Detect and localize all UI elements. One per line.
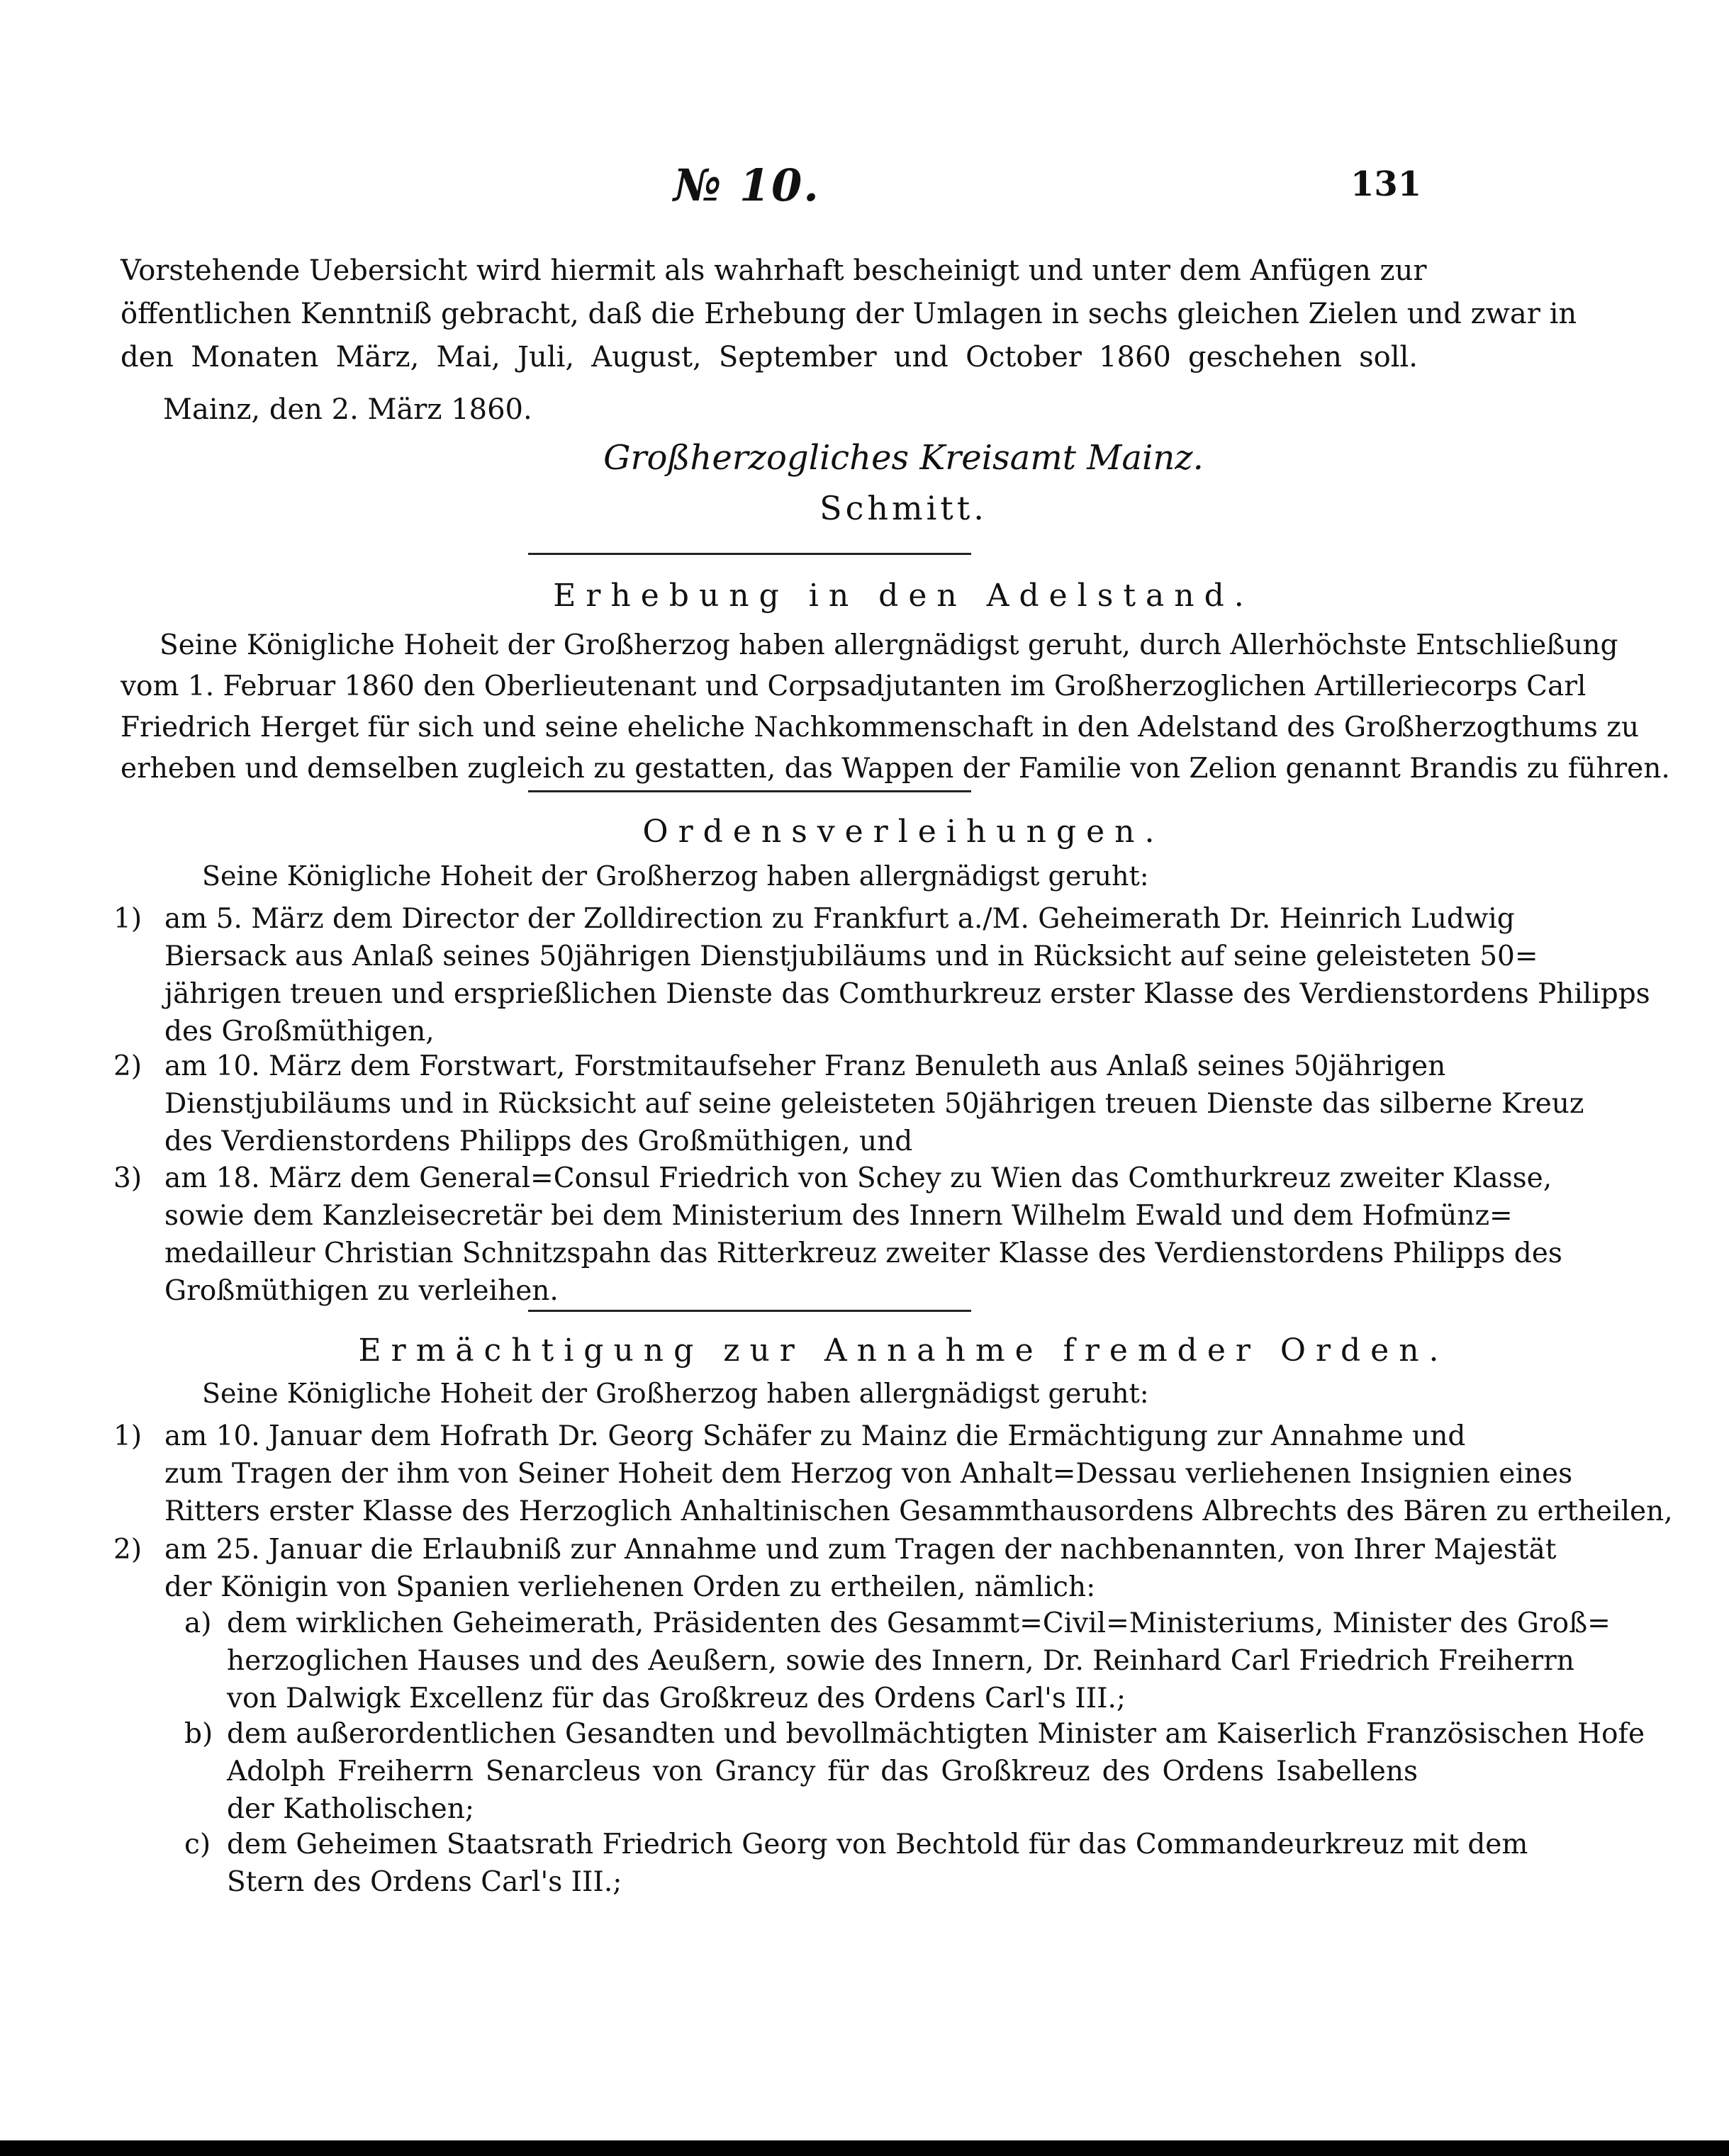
item-line: dem Geheimen Staatsrath Friedrich Georg von Bechtold für das Commandeurkreuz mit dem: [227, 1829, 1528, 1860]
item-line: medailleur Christian Schnitzspahn das Ritterkreuz zweiter Klasse des Verdienstordens Philipps des: [164, 1237, 1562, 1269]
item-line: dem außerordentlichen Gesandten und bevollmächtigten Minister am Kaiserlich Französischen Hofe: [227, 1718, 1645, 1750]
item-line: am 18. März dem General=Consul Friedrich von Schey zu Wien das Comthurkreuz zweiter Klasse,: [164, 1162, 1552, 1194]
subitem-letter: b): [184, 1718, 213, 1750]
section-divider: [528, 1310, 971, 1312]
paragraph-line: öffentlichen Kenntniß gebracht, daß die Erhebung der Umlagen in sechs gleichen Zielen und zwar in: [121, 298, 1577, 330]
place-date: Mainz, den 2. März 1860.: [163, 393, 532, 426]
item-line: jährigen treuen und ersprießlichen Dienste das Comthurkreuz erster Klasse des Verdienstordens Philipps: [164, 978, 1650, 1010]
list-item: [113, 1417, 1673, 1530]
subitem-letter: c): [184, 1829, 211, 1860]
item-line: Stern des Ordens Carl's III.;: [227, 1866, 622, 1898]
item-line: dem wirklichen Geheimerath, Präsidenten des Gesammt=Civil=Ministeriums, Minister des Groß=: [227, 1607, 1611, 1639]
item-number: 2): [113, 1534, 142, 1566]
sub-list-item: [184, 1605, 1611, 1717]
item-line: von Dalwigk Excellenz für das Großkreuz des Ordens Carl's III.;: [227, 1683, 1126, 1714]
item-line: Großmüthigen zu verleihen.: [164, 1275, 559, 1307]
paragraph-line: Seine Königliche Hoheit der Großherzog haben allergnädigst geruht, durch Allerhöchste Entschließung: [160, 629, 1618, 661]
section-intro: Seine Königliche Hoheit der Großherzog haben allergnädigst geruht:: [202, 860, 1149, 892]
signatory: Schmitt.: [819, 489, 987, 527]
paragraph-line: den Monaten März, Mai, Juli, August, September und October 1860 geschehen soll.: [121, 341, 1418, 374]
page-number: 131: [1350, 164, 1422, 204]
adelstand-paragraph: [121, 625, 1670, 790]
section-divider: [528, 553, 971, 555]
item-number: 1): [113, 903, 142, 935]
sub-list-item: [184, 1826, 1528, 1901]
paragraph-line: erheben und demselben zugleich zu gestatten, das Wappen der Familie von Zelion genannt Brandis zu führen.: [121, 753, 1670, 785]
section-heading-adelstand: Erhebung in den Adelstand.: [553, 578, 1254, 614]
item-line: des Großmüthigen,: [164, 1016, 435, 1048]
list-item: [113, 900, 1650, 1050]
item-line: herzoglichen Hauses und des Aeußern, sowie des Innern, Dr. Reinhard Carl Friedrich Freiherrn: [227, 1645, 1574, 1677]
subitem-letter: a): [184, 1607, 212, 1639]
issuing-authority: Großherzogliches Kreisamt Mainz.: [603, 438, 1204, 478]
issue-number: № 10.: [673, 159, 820, 211]
paragraph-line: Vorstehende Uebersicht wird hiermit als wahrhaft bescheinigt und unter dem Anfügen zur: [121, 254, 1427, 287]
item-line: zum Tragen der ihm von Seiner Hoheit dem Herzog von Anhalt=Dessau verliehenen Insignien eines: [164, 1458, 1573, 1490]
item-line: der Katholischen;: [227, 1793, 475, 1825]
item-line: Biersack aus Anlaß seines 50jährigen Dienstjubiläums und in Rücksicht auf seine geleisteten 50=: [164, 941, 1538, 972]
item-number: 1): [113, 1420, 142, 1452]
item-line: am 5. März dem Director der Zolldirection zu Frankfurt a./M. Geheimerath Dr. Heinrich Ludwig: [164, 903, 1515, 935]
section-heading-ordensverleihungen: Ordensverleihungen.: [642, 814, 1165, 850]
item-line: der Königin von Spanien verliehenen Orden zu ertheilen, nämlich:: [164, 1571, 1096, 1603]
paragraph-line: vom 1. Februar 1860 den Oberlieutenant und Corpsadjutanten im Großherzoglichen Artilleriecorps Carl: [121, 670, 1587, 702]
item-line: sowie dem Kanzleisecretär bei dem Ministerium des Innern Wilhelm Ewald und dem Hofmünz=: [164, 1200, 1513, 1232]
item-line: Ritters erster Klasse des Herzoglich Anhaltinischen Gesammthausordens Albrechts des Bären zu ertheilen,: [164, 1495, 1673, 1527]
list-item: [113, 1531, 1557, 1606]
section-intro: Seine Königliche Hoheit der Großherzog haben allergnädigst geruht:: [202, 1378, 1149, 1409]
scan-bottom-edge: [0, 2140, 1729, 2156]
list-item: [113, 1048, 1584, 1160]
item-line: Adolph Freiherrn Senarcleus von Grancy für das Großkreuz des Ordens Isabellens: [227, 1756, 1418, 1787]
section-heading-ermaechtigung: Ermächtigung zur Annahme fremder Orden.: [358, 1332, 1449, 1369]
sub-list-item: [184, 1715, 1645, 1828]
item-number: 2): [113, 1050, 142, 1082]
paragraph-line: Friedrich Herget für sich und seine eheliche Nachkommenschaft in den Adelstand des Großherzogthums zu: [121, 712, 1639, 743]
item-line: am 10. Januar dem Hofrath Dr. Georg Schäfer zu Mainz die Ermächtigung zur Annahme und: [164, 1420, 1466, 1452]
opening-paragraph: [121, 249, 1577, 379]
item-line: am 10. März dem Forstwart, Forstmitaufseher Franz Benuleth aus Anlaß seines 50jährigen: [164, 1050, 1446, 1082]
item-line: Dienstjubiläums und in Rücksicht auf seine geleisteten 50jährigen treuen Dienste das silberne Kreuz: [164, 1088, 1584, 1120]
item-number: 3): [113, 1162, 142, 1194]
item-line: am 25. Januar die Erlaubniß zur Annahme und zum Tragen der nachbenannten, von Ihrer Majestät: [164, 1534, 1557, 1566]
list-item: [113, 1160, 1562, 1310]
section-divider: [528, 790, 971, 792]
item-line: des Verdienstordens Philipps des Großmüthigen, und: [164, 1125, 913, 1157]
